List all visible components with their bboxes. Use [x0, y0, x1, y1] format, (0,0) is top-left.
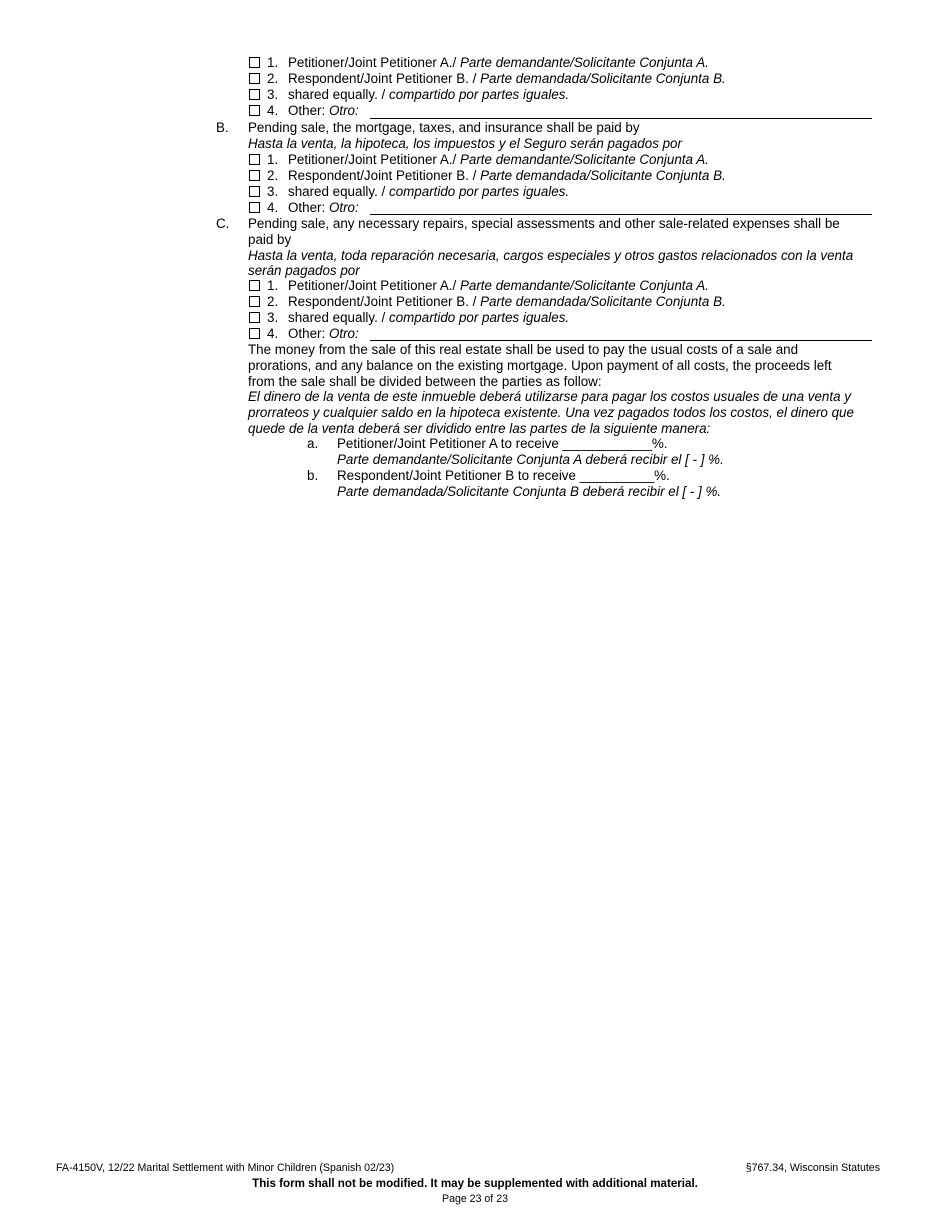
option-text: shared equally. / compartido por partes iguales.	[288, 184, 570, 199]
proceeds-es-line: quede de la venta deberá ser dividido entre las partes de la siguiente manera:	[248, 421, 711, 436]
checkbox-b-4[interactable]	[249, 202, 260, 213]
option-text: Respondent/Joint Petitioner B. / Parte demandada/Solicitante Conjunta B.	[288, 294, 726, 309]
footer-notice: This form shall not be modified. It may be supplemented with additional material.	[252, 1177, 698, 1190]
footer-page-number: Page 23 of 23	[442, 1193, 508, 1205]
checkbox-b-3[interactable]	[249, 186, 260, 197]
option-text: Respondent/Joint Petitioner B. / Parte demandada/Solicitante Conjunta B.	[288, 71, 726, 86]
option-text: shared equally. / compartido por partes iguales.	[288, 87, 570, 102]
checkbox-c-1[interactable]	[249, 280, 260, 291]
other-fill-line-a[interactable]	[370, 118, 872, 119]
option-number: 2.	[267, 71, 279, 86]
item-letter: b.	[307, 468, 319, 483]
section-heading-es-cont: serán pagados por	[248, 263, 360, 278]
option-number: 4.	[267, 200, 279, 215]
checkbox-c-4[interactable]	[249, 328, 260, 339]
proceeds-es-line: El dinero de la venta de este inmueble deberá utilizarse para pagar los costos usuales de una venta y	[248, 389, 851, 404]
option-text: Respondent/Joint Petitioner B. / Parte demandada/Solicitante Conjunta B.	[288, 168, 726, 183]
checkbox-b-2[interactable]	[249, 170, 260, 181]
other-fill-line-c[interactable]	[370, 340, 872, 341]
section-heading-en: Pending sale, any necessary repairs, special assessments and other sale-related expenses shall be	[248, 216, 840, 231]
option-number: 4.	[267, 326, 279, 341]
checkbox-a-4[interactable]	[249, 105, 260, 116]
checkbox-a-2[interactable]	[249, 73, 260, 84]
item-b-es: Parte demandada/Solicitante Conjunta B deberá recibir el [ - ] %.	[337, 484, 722, 499]
footer-form-id: FA-4150V, 12/22 Marital Settlement with Minor Children (Spanish 02/23)	[56, 1162, 395, 1174]
section-letter: C.	[216, 216, 230, 231]
checkbox-c-3[interactable]	[249, 312, 260, 323]
option-number: 1.	[267, 55, 279, 70]
proceeds-es-line: prorrateos y cualquier saldo en la hipoteca existente. Una vez pagados todos los costos, el dinero que	[248, 405, 854, 420]
option-number: 3.	[267, 310, 279, 325]
item-a-es: Parte demandante/Solicitante Conjunta A deberá recibir el [ - ] %.	[337, 452, 724, 467]
other-fill-line-b[interactable]	[370, 214, 872, 215]
option-text: Other: Otro:	[288, 103, 359, 118]
proceeds-en-line: prorations, and any balance on the existing mortgage. Upon payment of all costs, the proceeds left	[248, 358, 832, 373]
option-number: 1.	[267, 278, 279, 293]
option-text: Petitioner/Joint Petitioner A./ Parte demandante/Solicitante Conjunta A.	[288, 278, 709, 293]
section-heading-es: Hasta la venta, la hipoteca, los impuestos y el Seguro serán pagados por	[248, 136, 682, 151]
option-number: 4.	[267, 103, 279, 118]
item-letter: a.	[307, 436, 319, 451]
option-number: 2.	[267, 294, 279, 309]
checkbox-b-1[interactable]	[249, 154, 260, 165]
footer-statute: §767.34, Wisconsin Statutes	[745, 1162, 880, 1174]
item-b-en: Respondent/Joint Petitioner B to receive __________%.	[337, 468, 670, 483]
checkbox-a-3[interactable]	[249, 89, 260, 100]
checkbox-c-2[interactable]	[249, 296, 260, 307]
section-heading-es: Hasta la venta, toda reparación necesaria, cargos especiales y otros gastos relacionados con la venta	[248, 248, 854, 263]
proceeds-en-line: The money from the sale of this real estate shall be used to pay the usual costs of a sale and	[248, 342, 799, 357]
option-number: 1.	[267, 152, 279, 167]
option-text: Other: Otro:	[288, 200, 359, 215]
section-heading-en-cont: paid by	[248, 232, 292, 247]
proceeds-en-line: from the sale shall be divided between the parties as follow:	[248, 374, 602, 389]
option-text: Other: Otro:	[288, 326, 359, 341]
option-number: 3.	[267, 184, 279, 199]
section-heading-en: Pending sale, the mortgage, taxes, and insurance shall be paid by	[248, 120, 640, 135]
section-letter: B.	[216, 120, 229, 135]
option-text: Petitioner/Joint Petitioner A./ Parte demandante/Solicitante Conjunta A.	[288, 55, 709, 70]
option-number: 3.	[267, 87, 279, 102]
option-text: shared equally. / compartido por partes iguales.	[288, 310, 570, 325]
option-text: Petitioner/Joint Petitioner A./ Parte demandante/Solicitante Conjunta A.	[288, 152, 709, 167]
item-a-en: Petitioner/Joint Petitioner A to receive ____________%.	[337, 436, 668, 451]
option-number: 2.	[267, 168, 279, 183]
checkbox-a-1[interactable]	[249, 57, 260, 68]
